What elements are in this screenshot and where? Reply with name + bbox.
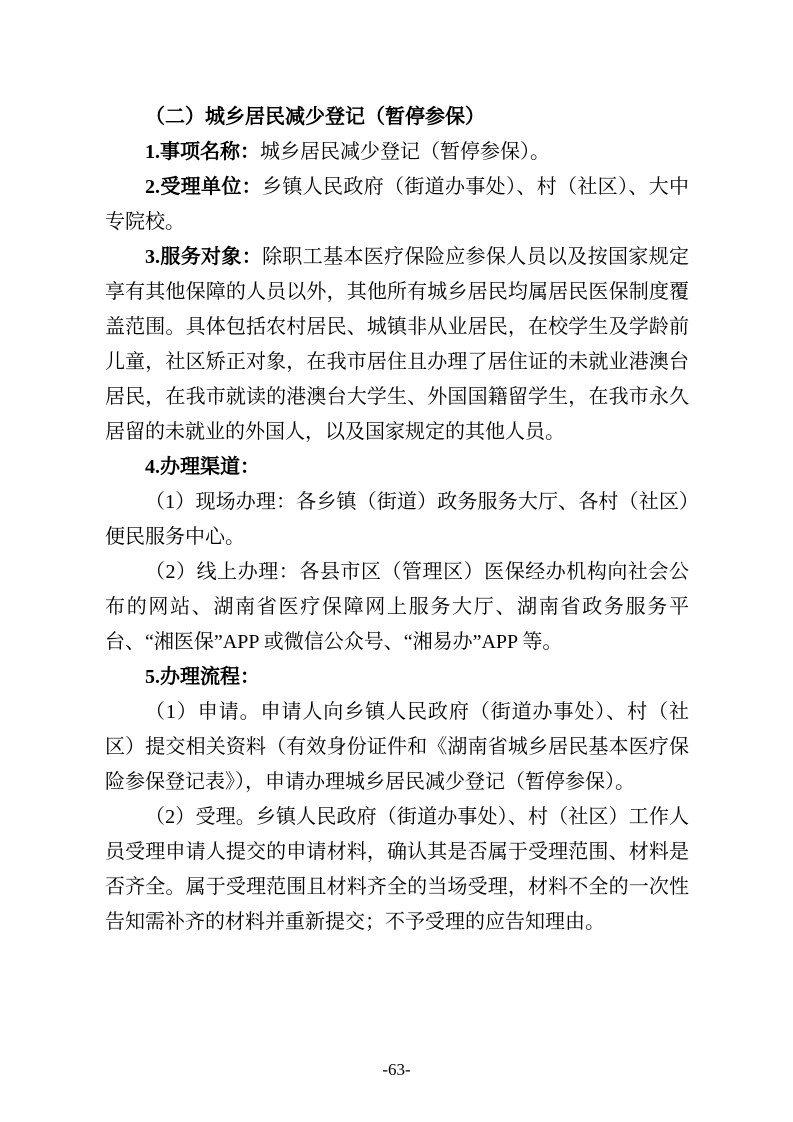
paragraph-label: 3.服务对象：: [145, 246, 263, 268]
paragraph-process-apply: [105, 695, 689, 800]
paragraph-text: （2）受理。乡镇人民政府（街道办事处）、村（社区）工作人员受理申请人提交的申请材料，确认其是否属于受理范围、材料是否齐全。属于受理范围且材料齐全的当场受理，材料不全的一次性告知需补齐的材料并重新提交；不予受理的应告知理由。: [105, 806, 689, 933]
paragraph-channel-online: [105, 555, 689, 660]
paragraph-service-target: [105, 240, 689, 450]
document-body: [105, 100, 689, 940]
paragraph-text: （1）申请。申请人向乡镇人民政府（街道办事处）、村（社区）提交相关资料（有效身份证件和《湖南省城乡居民基本医疗保险参保登记表》），申请办理城乡居民减少登记（暂停参保）。: [105, 701, 689, 793]
paragraph-label: 4.办理渠道：: [145, 456, 260, 478]
paragraph-text: 除职工基本医疗保险应参保人员以及按国家规定享有其他保障的人员以外，其他所有城乡居民均属居民医保制度覆盖范围。具体包括农村居民、城镇非从业居民，在校学生及学龄前儿童，社区矫正对象，在我市居住且办理了居住证的未就业港澳台居民，在我市就读的港澳台大学生、外国国籍留学生，在我市永久居留的未就业的外国人，以及国家规定的其他人员。: [105, 246, 690, 443]
paragraph-item-name: [105, 135, 689, 170]
paragraph-text: （2）线上办理：各县市区（管理区）医保经办机构向社会公布的网站、湖南省医疗保障网上服务大厅、湖南省政务服务平台、“湘医保”APP 或微信公众号、“湘易办”APP 等。: [105, 561, 689, 653]
paragraph-text: 乡镇人民政府（街道办事处）、村（社区）、大中专院校。: [105, 176, 689, 233]
paragraph-label: 2.受理单位：: [145, 176, 262, 198]
paragraph-channel-onsite: [105, 485, 689, 555]
page-number: -63-: [382, 1060, 411, 1079]
paragraph-process-heading: [105, 660, 689, 695]
paragraph-accepting-unit: [105, 170, 689, 240]
paragraph-process-accept: [105, 800, 689, 940]
paragraph-text: （1）现场办理：各乡镇（街道）政务服务大厅、各村（社区）便民服务中心。: [105, 491, 689, 548]
paragraph-label: 5.办理流程：: [145, 666, 260, 688]
section-title: （二）城乡居民减少登记（暂停参保）: [145, 106, 485, 128]
paragraph-text: 城乡居民减少登记（暂停参保）。: [260, 141, 550, 163]
paragraph-label: 1.事项名称：: [145, 141, 260, 163]
paragraph-channels-heading: [105, 450, 689, 485]
